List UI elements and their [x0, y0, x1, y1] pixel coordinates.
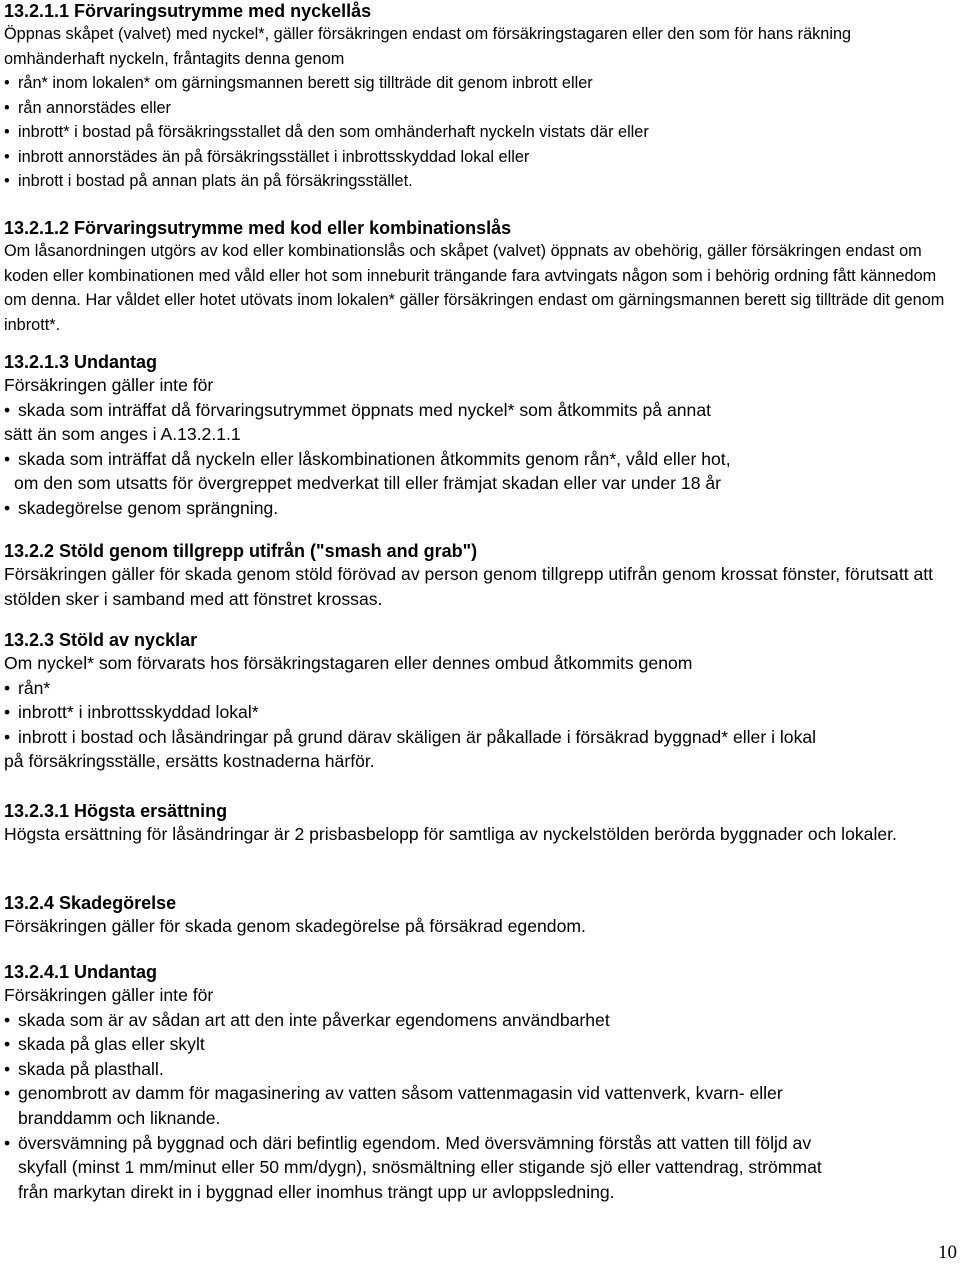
- list-item: • rån* inom lokalen* om gärningsmannen berett sig tillträde dit genom inbrott eller: [4, 71, 954, 96]
- list-item: • rån*: [4, 676, 954, 701]
- list-item-continuation: på försäkringsställe, ersätts kostnaderna härför.: [4, 751, 375, 772]
- section-body: Om låsanordningen utgörs av kod eller kombinationslås och skåpet (valvet) öppnats av obehörig, gäller försäkringen endast om koden eller kombinationen med våld eller hot som inneburit trängande fara avtvingats någon som i behörig ordning fått kännedom om denna. Har våldet eller hotet utövats inom lokalen* gäller försäkringen endast om gärningsmannen berett sig tillträde dit genom inbrott*.: [4, 242, 945, 334]
- section-heading: 13.2.4.1 Undantag: [4, 962, 158, 982]
- section-intro: Försäkringen gäller inte för: [4, 375, 214, 395]
- section-heading: 13.2.2 Stöld genom tillgrepp utifrån ("smash and grab"): [4, 541, 478, 561]
- section-intro: Försäkringen gäller inte för: [4, 985, 214, 1005]
- list-item: • översvämning på byggnad och däri befintlig egendom. Med översvämning förstås att vatten till följd av skyfall (minst 1 mm/minut eller 50 mm/dygn), snösmältning eller stigande sjö eller vattendrag, strömmat från markytan direkt in i byggnad eller inomhus trängt upp ur avloppsledning.: [4, 1131, 954, 1205]
- list-item-continuation: sätt än som anges i A.13.2.1.1: [4, 424, 241, 445]
- section-13-2-1-2: [4, 217, 954, 337]
- bullet-list: [4, 71, 954, 194]
- list-item: • skada på glas eller skylt: [4, 1032, 954, 1057]
- section-13-2-3-1: [4, 800, 954, 847]
- bullet-list: [4, 1008, 954, 1205]
- list-item: • inbrott annorstädes än på försäkringsstället i inbrottsskyddad lokal eller: [4, 145, 954, 170]
- section-13-2-3: [4, 629, 954, 774]
- section-heading: 13.2.1.3 Undantag: [4, 352, 158, 372]
- bullet-list: [4, 398, 954, 423]
- section-heading: 13.2.1.1 Förvaringsutrymme med nyckellås: [4, 1, 372, 21]
- list-item: • inbrott i bostad på annan plats än på försäkringsstället.: [4, 169, 954, 194]
- section-13-2-4: [4, 892, 954, 939]
- list-item: • rån annorstädes eller: [4, 96, 954, 121]
- list-item: • skada på plasthall.: [4, 1057, 954, 1082]
- section-body: Försäkringen gäller för skada genom stöld förövad av person genom tillgrepp utifrån genom krossat fönster, förutsatt att stölden sker i samband med att fönstret krossas.: [4, 564, 934, 609]
- list-item: • inbrott* i inbrottsskyddad lokal*: [4, 700, 954, 725]
- section-13-2-1-3: [4, 351, 954, 521]
- list-item: • skadegörelse genom sprängning.: [4, 496, 954, 521]
- section-body: Högsta ersättning för låsändringar är 2 prisbasbelopp för samtliga av nyckelstölden berörda byggnader och lokaler.: [4, 824, 897, 844]
- bullet-list: [4, 496, 954, 521]
- list-item: • inbrott* i bostad på försäkringsstallet då den som omhänderhaft nyckeln vistats där eller: [4, 120, 954, 145]
- section-body: Försäkringen gäller för skada genom skadegörelse på försäkrad egendom.: [4, 916, 586, 936]
- bullet-list: [4, 676, 954, 750]
- section-heading: 13.2.4 Skadegörelse: [4, 893, 177, 913]
- bullet-list: [4, 447, 954, 472]
- section-13-2-2: [4, 540, 954, 611]
- list-item: [4, 398, 954, 423]
- list-item-continuation: om den som utsatts för övergreppet medverkat till eller främjat skadan eller var under 18 år: [14, 473, 722, 494]
- list-item: • genombrott av damm för magasinering av vatten såsom vattenmagasin vid vattenverk, kvarn- eller branddamm och liknande.: [4, 1081, 954, 1130]
- list-item-text: skada som inträffat då förvaringsutrymmet öppnats med nyckel* som åtkommits på annat: [18, 399, 711, 420]
- list-item: [4, 447, 954, 472]
- list-item: • inbrott i bostad och låsändringar på grund därav skäligen är påkallade i försäkrad byggnad* eller i lokal: [4, 725, 954, 750]
- section-intro: Om nyckel* som förvarats hos försäkringstagaren eller dennes ombud åtkommits genom: [4, 653, 693, 673]
- section-13-2-1-1: [4, 0, 954, 194]
- section-13-2-4-1: [4, 961, 954, 1204]
- section-heading: 13.2.1.2 Förvaringsutrymme med kod eller kombinationslås: [4, 218, 512, 238]
- list-item: • skada som är av sådan art att den inte påverkar egendomens användbarhet: [4, 1008, 954, 1033]
- section-heading: 13.2.3.1 Högsta ersättning: [4, 801, 228, 821]
- list-item-text: • skada som inträffat då nyckeln eller låskombinationen åtkommits genom rån*, våld eller hot,: [18, 448, 731, 469]
- section-heading: 13.2.3 Stöld av nycklar: [4, 630, 198, 650]
- page-number: 10: [938, 1242, 957, 1263]
- section-intro: Öppnas skåpet (valvet) med nyckel*, gäller försäkringen endast om försäkringstagaren eller den som för hans räkning omhänderhaft nyckeln, fråntagits denna genom: [4, 25, 852, 68]
